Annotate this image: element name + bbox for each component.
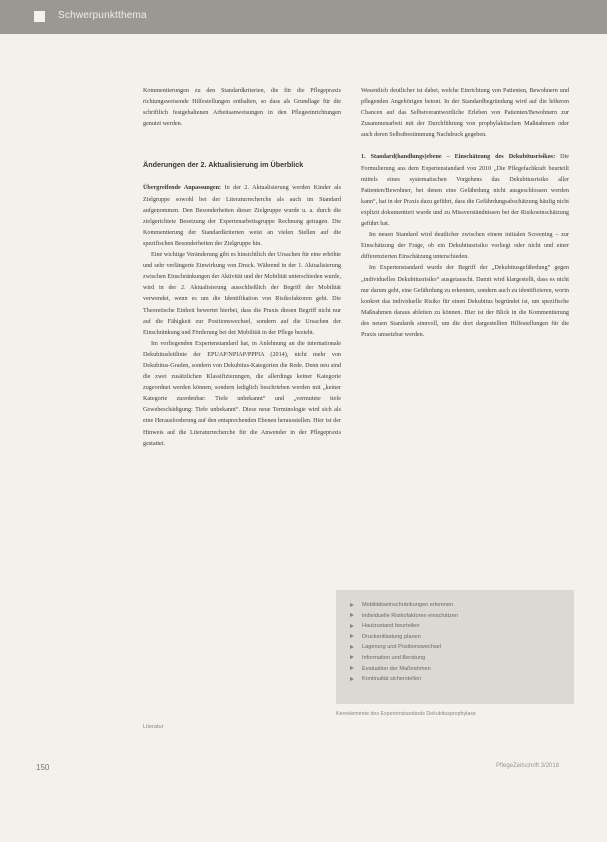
left-paragraph-3: Im vorliegenden Expertenstandard hat, in Anlehnung an die internationale Dekubitusleitlinie der EPUAP/NPIAP/PPPIA (2014), nicht mehr von Dekubitus-Graden, sondern von Dekubitus-Kategorien die Rede. Denn neu sind die zwei zusätzlichen Klassifizierungen, die allerdings keiner Kategorie zugeordnet werden können, sondern lediglich beschrieben werden mit „keiner Kategorie zuordenbar: Tiefe unbekannt“ und „vermutete tiefe Gewebeschädigung: Tiefe unbekannt“. Diese neue Terminologie wird sich als eine Herausforderung auf den entsprechenden Ebenen herausstellen. Hier ist der Hinweis auf die Literaturrecherche für die Anwender in der Pflegepraxis gestattet. [143,340,341,447]
info-box-item: Lagerung und Positionswechsel [350,642,574,653]
bullet-triangle-icon [350,666,354,670]
section-heading: Änderungen der 2. Aktualisierung im Überblick [143,160,304,170]
info-box-item: Druckentlastung planen [350,632,574,643]
left-paragraph-1-lead: Übergreifende Anpassungen: [143,185,222,192]
right-paragraph-1-lead: 1. Standard(handlungs)ebene – Einschätzung des Dekubitusrisikos: [361,154,556,161]
right-intro-paragraph: Wesentlich deutlicher ist dabei, welche Einrichtung von Patienten, Bewohnern und pflegenden Angehörigen betont. In der Standardbegründung wird auf die höheren Chancen auf das Selbstverantwortliche Erleben von Patienten/Bewohnern zur Zusammenarbeit mit der Durchführung von prophylaktischen Maßnahmen oder auch deren Selbstbestimmung Nachdruck gegeben. [361,88,569,139]
left-paragraph-1 [143,183,341,250]
info-box [336,590,574,704]
bullet-triangle-icon [350,645,354,649]
bullet-triangle-icon [350,655,354,659]
journal-reference: PflegeZeitschrift 3/2018 [496,763,560,769]
info-box-item: Hautzustand beurteilen [350,621,574,632]
info-box-item: individuelle Risikofaktoren einschätzen [350,611,574,622]
right-paragraph-1 [361,152,569,230]
info-box-item: Evaluation der Maßnahmen [350,664,574,675]
footnote: Literatur [143,724,164,730]
bullet-triangle-icon [350,613,354,617]
box-caption: Kernelemente des Expertenstandards Dekubitusprophylaxe [336,711,476,717]
bullet-triangle-icon [350,634,354,638]
bullet-triangle-icon [350,624,354,628]
info-box-item: Mobilitätseinschränkungen erkennen [350,600,574,611]
left-paragraph-1-body: In der 2. Aktualisierung werden Kinder als Zielgruppe sowohl bei der Literaturrecherche als auch im Standard aufgenommen. Den Besonderheiten dieser Zielgruppe wurde u. a. durch die zielgerichtete Besetzung der Expertenarbeitsgruppe Rechnung getragen. Die Kommentierung der Standardkriterien weist an vielen Stellen auf die spezifischen Besonderheiten der Zielgruppe hin. [143,185,341,247]
info-box-list [336,590,574,685]
page-number: 150 [36,763,50,772]
right-paragraph-3: Im Expertenstandard wurde der Begriff der „Dekubitusgefährdung“ gegen „individuelles Dekubitusrisiko“ ausgetauscht. Damit wird klargestellt, dass es nicht nur darum geht, eine Gefährdung zu erkennen, sondern auch zu identifizieren, worin konkret das individuelle Risiko für einen Dekubitus begründet ist, um spezifische Maßnahmen daraus ableiten zu können. Hier ist der Blick in die Kommentierung des neuen Standards sinnvoll, um die dort dargestellten Hilfestellungen für die Praxis umsetzbar werden. [361,265,569,338]
info-box-item: Information und Beratung [350,653,574,664]
section-marker-icon [34,11,45,22]
right-column [361,86,569,341]
right-paragraph-1-body: Die Formulierung aus dem Expertenstandard von 2010 „Die Pflegefachkraft beurteilt mittels eines systematischen Vorgehens das Dekubitusrisiko aller Patienten/Bewohner, bei denen eine Gefährdung nicht ausgeschlossen werden kann“, hat in der Praxis dazu geführt, dass die Gefährdungsabschätzung häufig nicht explizit dokumentiert wurde und zu Missverständnissen bei der Risikoeinschätzung geführt hat. [361,154,569,228]
left-intro-paragraph: Kommentierungen zu den Standardkriterien, die für die Pflegepraxis richtungsweisende Hilfestellungen enthalten, so dass als Grundlage für die schriftlich festgehaltenen Arbeitsanweisungen in den Pflegeeinrichtungen genutzt werden. [143,88,341,128]
right-paragraph-2: Im neuen Standard wird deutlicher zwischen einem initialen Screening – zur Einschätzung der Frage, ob ein Dekubitusrisiko vorliegt oder nicht und einer differenzierten Einschätzung unterschieden. [361,232,569,261]
section-title: Schwerpunktthema [58,10,147,21]
left-paragraph-2: Eine wichtige Veränderung gibt es hinsichtlich der Ursachen für eine erhöhte und sehr verlängerte Einwirkung von Druck. Während in der 1. Aktualisierung zwischen Einschränkungen der Aktivität und der Mobilität unterschieden wurde, wird in der 2. Aktualisierung ausschließlich der Begriff der Mobilität verwendet, wenn es um die Identifikation von Risikofaktoren geht. Die Theoretische Einheit bewertet hierbei, dass die Praxis diesen Begriff nicht nur auf die Fähigkeit zur Positionswechsel, sondern auf die Ursachen der Einschränkung und Förderung bei der Mobilität in der Pflege bezieht. [143,252,341,336]
bullet-triangle-icon [350,603,354,607]
left-column [143,86,341,450]
bullet-triangle-icon [350,677,354,681]
info-box-item: Kontinuität sicherstellen [350,674,574,685]
